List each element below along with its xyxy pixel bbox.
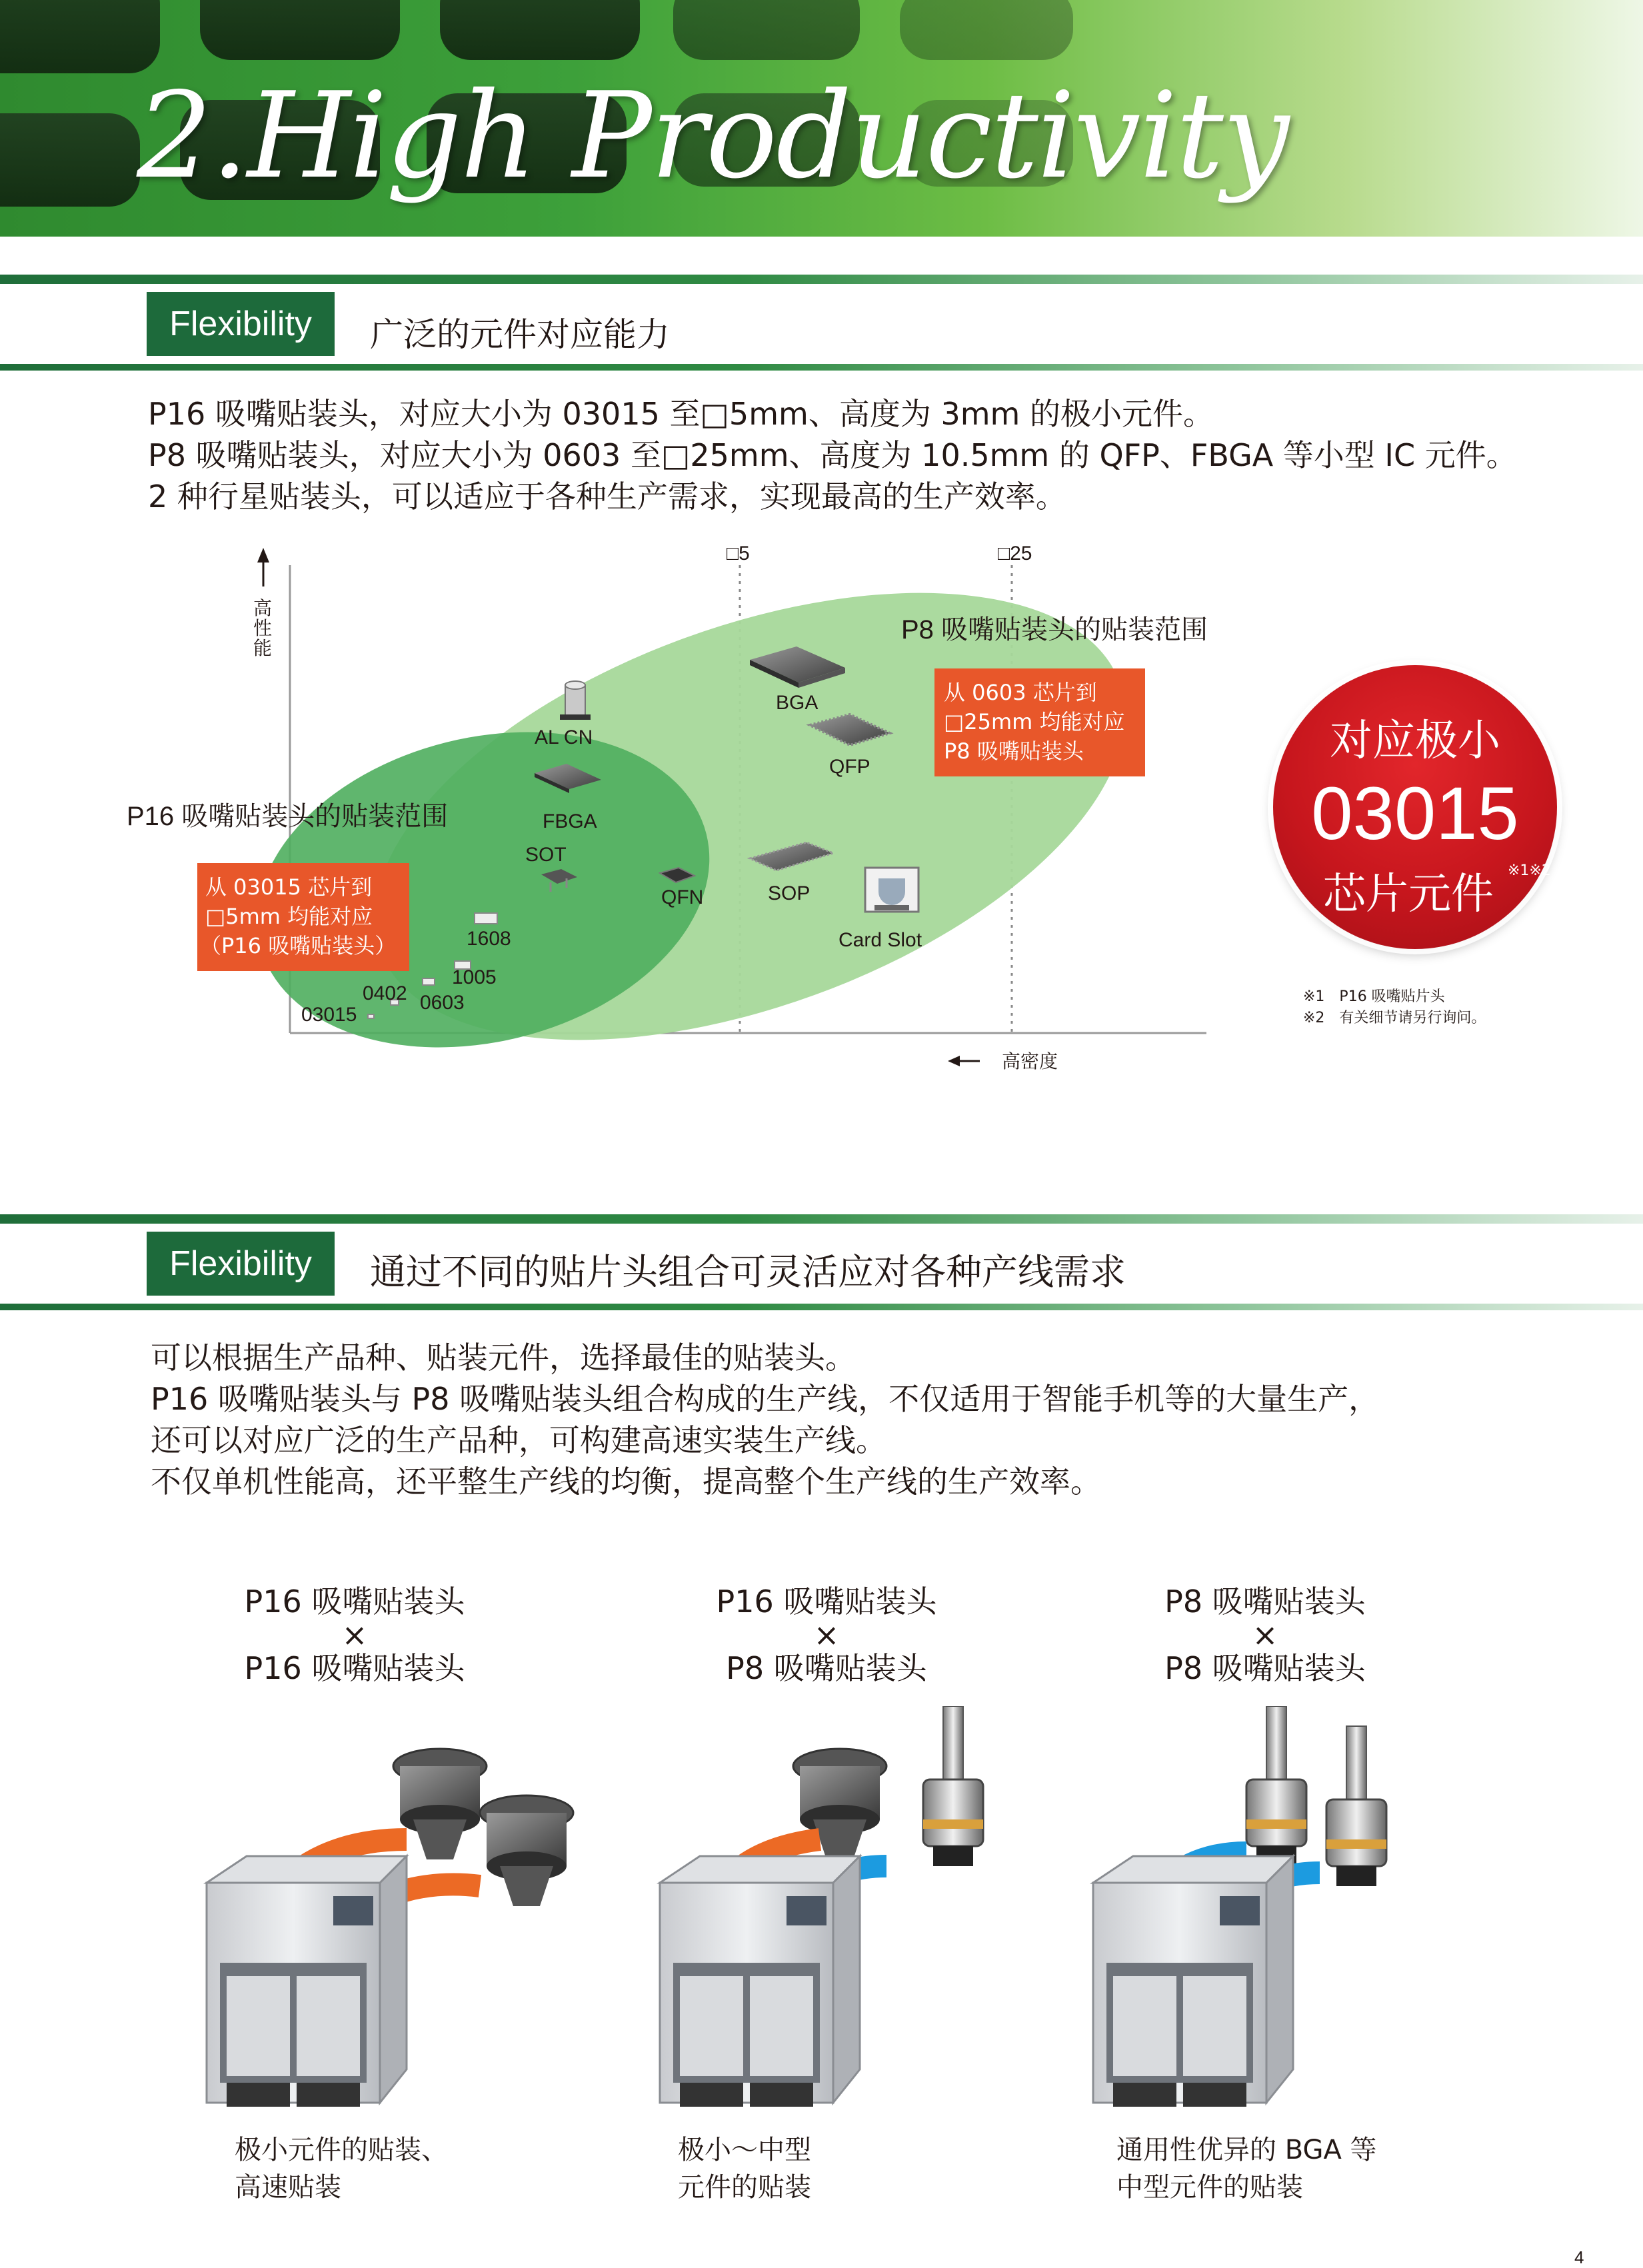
footnote-2: ※2 有关细节请另行询问。 (1303, 1010, 1486, 1026)
combo-heading-1 (215, 1585, 495, 1685)
marker-25-label: □25 (998, 543, 1032, 565)
chip-0603-label: 0603 (420, 992, 465, 1014)
badge-line2: 03015 (1311, 772, 1519, 855)
section1-paragraph (148, 393, 1517, 517)
p8-note-line: 从 0603 芯片到 (944, 680, 1097, 705)
p8-note-line: □25mm 均能对应 (944, 709, 1125, 734)
y-axis-label-char: 高 (253, 598, 273, 618)
combo-times: × (1252, 1617, 1278, 1653)
p16-head-icon (393, 1749, 487, 1859)
caption-line: 极小元件的贴装、 (235, 2135, 448, 2165)
banner-pattern-cell (673, 0, 860, 60)
caption-line: 中型元件的贴装 (1116, 2172, 1303, 2203)
p16-note-line: □5mm 均能对应 (205, 904, 373, 929)
chip-0402-label: 0402 (363, 982, 407, 1004)
combo-top-head: P16 吸嘴贴装头 (716, 1584, 937, 1620)
page-number: 4 (1574, 2247, 1584, 2267)
combo-heading-2 (687, 1585, 966, 1685)
page-title: 2.High Productivity (137, 67, 1288, 205)
y-axis-label-char: 能 (253, 638, 273, 658)
banner-pattern-cell (900, 0, 1073, 60)
section-divider-bottom (0, 1304, 1643, 1310)
caption-line: 高速贴装 (235, 2172, 341, 2203)
x-axis-arrowhead (948, 1056, 960, 1066)
combo-caption-3 (1116, 2131, 1377, 2206)
badge-line3: 芯片元件 (1323, 870, 1494, 919)
section-title: 广泛的元件对应能力 (370, 315, 670, 354)
p8-head-icon (1326, 1726, 1386, 1886)
combo-bottom-head: P8 吸嘴贴装头 (726, 1650, 927, 1686)
paragraph-line: P16 吸嘴贴装头，对应大小为 03015 至□5mm、高度为 3mm 的极小元件。 (148, 396, 1214, 432)
p8-range-title: P8 吸嘴贴装头的贴装范围 (901, 615, 1208, 644)
p16-head-icon (480, 1795, 573, 1906)
section-divider-top (0, 1214, 1643, 1224)
p8-head-icon (923, 1706, 983, 1866)
chip-1005-label: 1005 (452, 966, 497, 988)
badge-footnote-ref: ※1※2 (1508, 862, 1551, 879)
mounter-machine-image (207, 1856, 407, 2107)
combo-times: × (813, 1617, 840, 1653)
marker-5-label: □5 (727, 543, 750, 565)
fbga-label: FBGA (543, 810, 597, 832)
p8-head-icon (1246, 1706, 1306, 1866)
al-cn-label: AL CN (535, 726, 593, 748)
qfp-label: QFP (829, 756, 870, 778)
footnote-1: ※1 P16 吸嘴贴片头 (1303, 988, 1445, 1005)
card-slot-label: Card Slot (838, 929, 922, 951)
y-axis-label-char: 性 (253, 618, 273, 638)
combo-times: × (341, 1617, 368, 1653)
paragraph-line: 2 种行星贴装头，可以适应于各种生产需求，实现最高的生产效率。 (148, 479, 1066, 515)
section-label: Flexibility (147, 292, 335, 356)
p16-range-title: P16 吸嘴贴装头的贴装范围 (127, 802, 449, 831)
combo-top-head: P16 吸嘴贴装头 (244, 1584, 465, 1620)
section2-paragraph (151, 1337, 1379, 1502)
combo-caption-2 (678, 2131, 811, 2206)
combo-bottom-head: P8 吸嘴贴装头 (1164, 1650, 1366, 1686)
p16-note-line: 从 03015 芯片到 (205, 874, 373, 900)
chip-1608-label: 1608 (467, 928, 511, 950)
paragraph-line: 不仅单机性能高，还平整生产线的均衡，提高整个生产线的生产效率。 (151, 1464, 1101, 1500)
component-range-diagram (127, 540, 1273, 1100)
section-divider-bottom (0, 364, 1643, 371)
section-label: Flexibility (147, 1232, 335, 1296)
p16-note-line: （P16 吸嘴贴装头） (200, 933, 397, 958)
chip-03015-icon (368, 1014, 374, 1018)
caption-line: 元件的贴装 (678, 2172, 811, 2203)
mounter-machine-image (1093, 1856, 1293, 2107)
badge-line1: 对应极小 (1330, 716, 1500, 766)
caption-line: 通用性优异的 BGA 等 (1116, 2135, 1377, 2165)
combo-3-illustration (1093, 1706, 1386, 2107)
paragraph-line: P8 吸嘴贴装头，对应大小为 0603 至□25mm、高度为 10.5mm 的 QFP、FBGA 等小型 IC 元件。 (148, 437, 1517, 473)
banner-pattern-cell (0, 0, 160, 73)
combo-bottom-head: P16 吸嘴贴装头 (244, 1650, 465, 1686)
sop-label: SOP (768, 882, 811, 904)
chip-03015-label: 03015 (301, 1004, 357, 1026)
x-axis-label: 高密度 (1002, 1051, 1058, 1072)
combo-heading-3 (1125, 1585, 1405, 1685)
paragraph-line: P16 吸嘴贴装头与 P8 吸嘴贴装头组合构成的生产线，不仅适用于智能手机等的大量生产， (151, 1381, 1380, 1417)
head-combination-illustrations (0, 1706, 1643, 2126)
combo-1-illustration (207, 1749, 573, 2107)
card-slot-icon (865, 868, 918, 912)
chip-1608-icon (475, 913, 497, 924)
qfn-label: QFN (661, 886, 704, 908)
banner-pattern-cell (440, 0, 640, 60)
paragraph-line: 可以根据生产品种、贴装元件，选择最佳的贴装头。 (151, 1340, 856, 1376)
banner-pattern-cell (200, 0, 400, 60)
sot-label: SOT (525, 844, 567, 866)
combo-2-illustration (660, 1706, 983, 2107)
section-divider-top (0, 275, 1643, 284)
paragraph-line: 还可以对应广泛的生产品种，可构建高速实装生产线。 (151, 1422, 886, 1458)
section-title: 通过不同的贴片头组合可灵活应对各种产线需求 (370, 1251, 1126, 1293)
bga-label: BGA (776, 692, 819, 714)
caption-line: 极小～中型 (678, 2135, 811, 2165)
p8-note-line: P8 吸嘴贴装头 (944, 738, 1084, 764)
03015-badge (1273, 665, 1557, 949)
chip-0603-icon (423, 978, 435, 985)
header-banner (0, 0, 1643, 237)
mounter-machine-image (660, 1856, 860, 2107)
combo-top-head: P8 吸嘴贴装头 (1164, 1584, 1366, 1620)
y-axis-arrowhead (257, 548, 269, 563)
combo-caption-1 (235, 2131, 448, 2206)
y-axis-label (253, 598, 277, 658)
banner-pattern-cell (0, 113, 140, 207)
